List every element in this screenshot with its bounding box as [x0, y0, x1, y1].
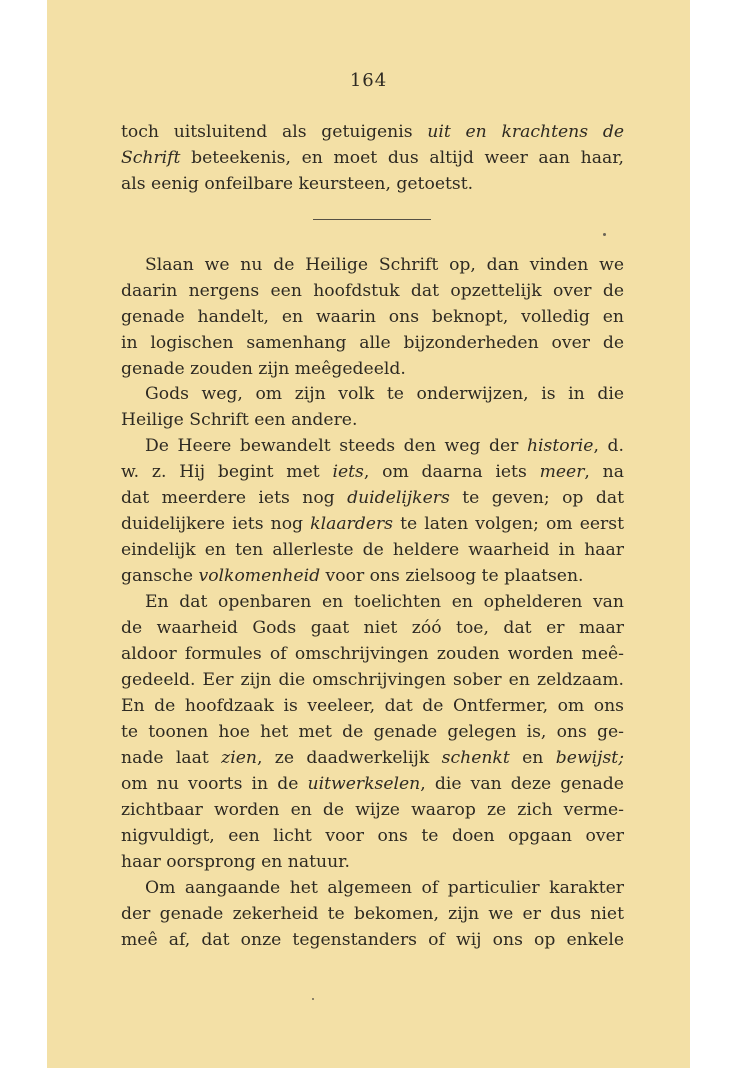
text-line: En dat openbaren en toelichten en ophelderen van [145, 592, 624, 612]
paper-speck [312, 998, 314, 1000]
page-number: 164 [349, 70, 388, 91]
italic-emphasis: historie [526, 436, 594, 456]
italic-emphasis: volkomenheid [198, 566, 321, 586]
italic-emphasis: meer [539, 462, 585, 482]
text-line: de waarheid Gods gaat niet zóó toe, dat er maar [121, 618, 624, 638]
text-line: duidelijkere iets nog klaarders te laten volgen; om eerst [121, 514, 624, 534]
text-line: Slaan we nu de Heilige Schrift op, dan vinden we [145, 255, 624, 275]
text-line: haar oorsprong en natuur. [121, 852, 350, 872]
text-line: nigvuldigt, een licht voor ons te doen opgaan over [121, 826, 624, 846]
text-line: genade handelt, en waarin ons beknopt, volledig en [121, 307, 624, 327]
text-line: De Heere bewandelt steeds den weg der historie, d. [145, 436, 624, 456]
text-line: daarin nergens een hoofdstuk dat opzettelijk over de [121, 281, 624, 301]
italic-emphasis: Schrift [121, 148, 181, 168]
book-page [47, 0, 690, 1068]
paper-speck [603, 233, 606, 236]
section-divider [313, 219, 431, 220]
text-line: om nu voorts in de uitwerkselen, die van deze genade [121, 774, 624, 794]
italic-emphasis: duidelijkers [347, 488, 450, 508]
italic-emphasis: bewijst; [555, 748, 624, 768]
text-line: der genade zekerheid te bekomen, zijn we er dus niet [121, 904, 624, 924]
text-line: gansche volkomenheid voor ons zielsoog te plaatsen. [121, 566, 584, 586]
text-line: te toonen hoe het met de genade gelegen is, ons ge- [121, 722, 624, 742]
italic-emphasis: klaarders [310, 514, 393, 534]
text-line: toch uitsluitend als getuigenis uit en krachtens de [121, 122, 624, 142]
text-line: eindelijk en ten allerleste de heldere waarheid in haar [121, 540, 624, 560]
text-line: genade zouden zijn meêgedeeld. [121, 359, 406, 379]
italic-emphasis: uitwerkselen [307, 774, 421, 794]
text-line: Gods weg, om zijn volk te onderwijzen, is in die [145, 384, 624, 404]
text-line: dat meerdere iets nog duidelijkers te geven; op dat [121, 488, 624, 508]
text-line: Heilige Schrift een andere. [121, 410, 358, 430]
text-line: gedeeld. Eer zijn die omschrijvingen sober en zeldzaam. [121, 670, 624, 690]
text-line: aldoor formules of omschrijvingen zouden worden meê- [121, 644, 624, 664]
italic-emphasis: uit en krachtens de [427, 122, 624, 142]
text-line: als eenig onfeilbare keursteen, getoetst. [121, 174, 474, 194]
text-line: Om aangaande het algemeen of particulier karakter [145, 878, 624, 898]
text-line: w. z. Hij begint met iets, om daarna iets meer, na [121, 462, 624, 482]
text-line: En de hoofdzaak is veeleer, dat de Ontfermer, om ons [121, 696, 624, 716]
italic-emphasis: iets [332, 462, 364, 482]
italic-emphasis: zien [221, 748, 257, 768]
text-line: meê af, dat onze tegenstanders of wij ons op enkele [121, 930, 624, 950]
text-line: Schrift beteekenis, en moet dus altijd weer aan haar, [121, 148, 624, 168]
text-line: nade laat zien, ze daadwerkelijk schenkt en bewijst; [121, 748, 624, 768]
text-line: zichtbaar worden en de wijze waarop ze zich verme- [121, 800, 624, 820]
italic-emphasis: schenkt [441, 748, 510, 768]
text-line: in logischen samenhang alle bijzonderheden over de [121, 333, 624, 353]
